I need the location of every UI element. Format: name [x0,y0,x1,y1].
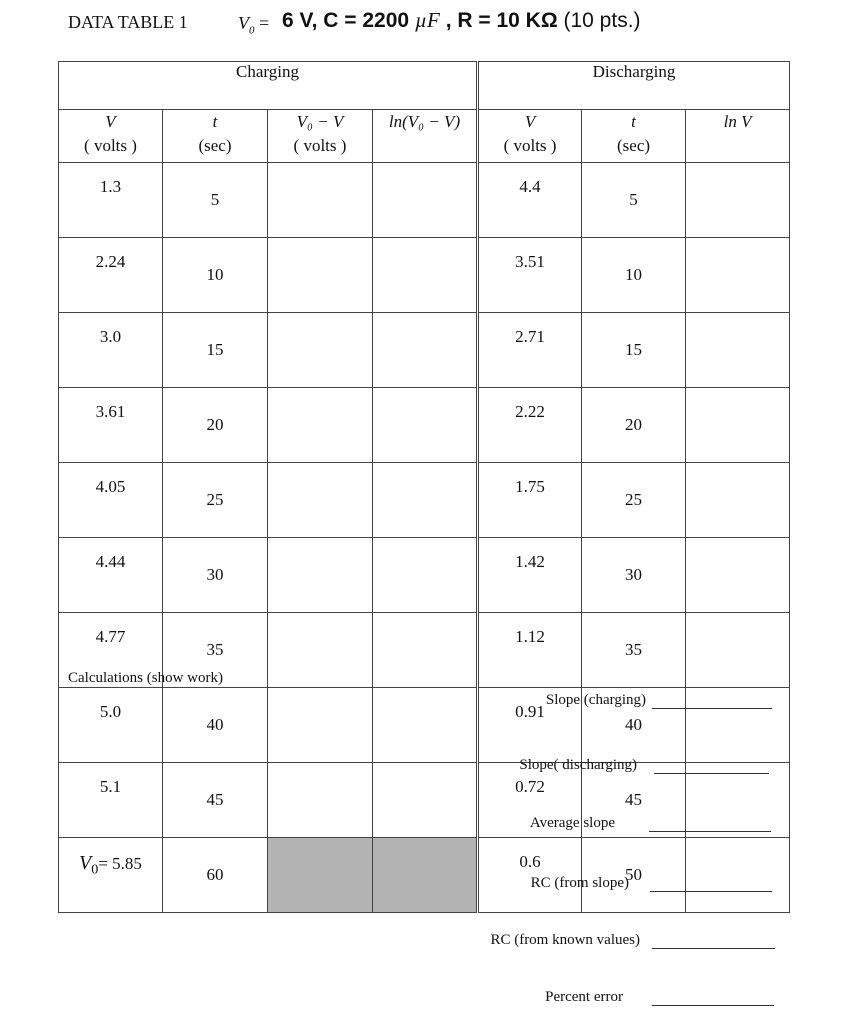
ln-v-cell [686,613,790,688]
ln-v0-minus-v-cell [373,688,478,763]
ln-v-cell [686,538,790,613]
slope-discharging-answer-line [654,773,769,774]
table-title [68,8,788,38]
v0-minus-v-cell [268,388,373,463]
table-row [59,838,790,913]
calculations-label: Calculations (show work) [68,670,223,686]
discharging-time-cell: 15 [582,313,686,388]
v0-minus-v-cell [268,463,373,538]
col-ln-v0-minus-v: ln(V₀ − V) [373,110,478,163]
charging-voltage-cell: 3.61 [59,388,163,463]
discharging-voltage-cell: 4.4 [478,163,582,238]
discharging-time-cell: 10 [582,238,686,313]
charging-voltage-cell: 4.05 [59,463,163,538]
ln-v0-minus-v-cell [373,238,478,313]
ln-v0-minus-v-cell [373,838,478,913]
discharging-voltage-cell: 1.42 [478,538,582,613]
section-discharging: Discharging [478,62,790,110]
ln-v0-minus-v-cell [373,613,478,688]
charging-time-cell: 25 [163,463,268,538]
rc-from-slope-label: RC (from slope) [530,875,629,891]
v0-minus-v-cell [268,313,373,388]
table-row [59,538,790,613]
rc-from-known-values-answer-line [652,948,775,949]
table-label: DATA TABLE 1 [68,12,188,32]
average-slope-label: Average slope [529,815,615,831]
ln-v-cell [686,463,790,538]
discharging-voltage-cell: 0.6 [478,838,582,913]
charging-voltage-cell: 1.3 [59,163,163,238]
charging-time-cell: 5 [163,163,268,238]
v0-minus-v-cell [268,538,373,613]
charging-voltage-cell: 3.0 [59,313,163,388]
discharging-time-cell: 30 [582,538,686,613]
discharging-time-cell: 20 [582,388,686,463]
discharging-time-cell: 50 [582,838,686,913]
ln-v0-minus-v-cell [373,538,478,613]
ln-v0-minus-v-cell [373,313,478,388]
final-v0-cell: $V_0= 5.85$ [59,838,163,913]
charging-time-cell: 60 [163,838,268,913]
ln-v-cell [686,163,790,238]
percent-error-label: Percent error [545,989,623,1005]
slope-charging-answer-line [652,708,772,709]
v0-minus-v-cell [268,163,373,238]
charging-time-cell: 30 [163,538,268,613]
ln-v-cell [686,688,790,763]
ln-v0-minus-v-cell [373,388,478,463]
ln-v-cell [686,838,790,913]
discharging-time-cell: 35 [582,613,686,688]
v0-minus-v-cell [268,688,373,763]
rc-from-slope-answer-line [650,891,772,892]
table-row [59,688,790,763]
section-charging: Charging [59,62,478,110]
table-row [59,313,790,388]
ln-v0-minus-v-cell [373,463,478,538]
ln-v-cell [686,388,790,463]
discharging-voltage-cell: 1.12 [478,613,582,688]
ln-v-cell [686,313,790,388]
discharging-time-cell: 45 [582,763,686,838]
discharging-voltage-cell: 2.71 [478,313,582,388]
rc-from-known-values-label: RC (from known values) [490,932,640,948]
table-row [59,388,790,463]
discharging-time-cell: 40 [582,688,686,763]
discharging-time-cell: 25 [582,463,686,538]
discharging-voltage-cell: 0.72 [478,763,582,838]
discharging-voltage-cell: 2.22 [478,388,582,463]
table-row [59,163,790,238]
ln-v-cell [686,238,790,313]
slope-charging-label: Slope (charging) [545,692,646,708]
charging-time-cell: 20 [163,388,268,463]
circuit-parameters: 6 V, C = 2200 µF , R = 10 KΩ (10 pts.) [282,8,641,32]
percent-error-answer-line [652,1005,774,1006]
charging-time-cell: 45 [163,763,268,838]
average-slope-answer-line [649,831,771,832]
table-row [59,463,790,538]
v0-minus-v-cell [268,238,373,313]
discharging-voltage-cell: 3.51 [478,238,582,313]
v0-minus-v-cell [268,613,373,688]
col-v0-minus-v: V₀ − V ( volts ) [268,110,373,163]
charging-time-cell: 40 [163,688,268,763]
v0-minus-v-cell [268,763,373,838]
charging-voltage-cell: 5.0 [59,688,163,763]
discharging-voltage-cell: 1.75 [478,463,582,538]
charging-time-cell: 10 [163,238,268,313]
charging-voltage-cell: 4.77 [59,613,163,688]
col-charging-t: t (sec) [163,110,268,163]
ln-v0-minus-v-cell [373,763,478,838]
charging-voltage-cell: 5.1 [59,763,163,838]
ln-v0-minus-v-cell [373,163,478,238]
charging-voltage-cell: 2.24 [59,238,163,313]
table-row [59,238,790,313]
col-ln-v: ln V [686,110,790,163]
col-discharging-v: V ( volts ) [478,110,582,163]
charging-voltage-cell: 4.44 [59,538,163,613]
v0-symbol: $V_0$ = [238,13,270,37]
col-discharging-t: t (sec) [582,110,686,163]
charging-time-cell: 15 [163,313,268,388]
discharging-voltage-cell: 0.91 [478,688,582,763]
charging-time-cell: 35 [163,613,268,688]
data-table [58,61,790,913]
discharging-time-cell: 5 [582,163,686,238]
slope-discharging-label: Slope( discharging) [519,757,637,773]
v0-minus-v-cell [268,838,373,913]
col-charging-v: V ( volts ) [59,110,163,163]
